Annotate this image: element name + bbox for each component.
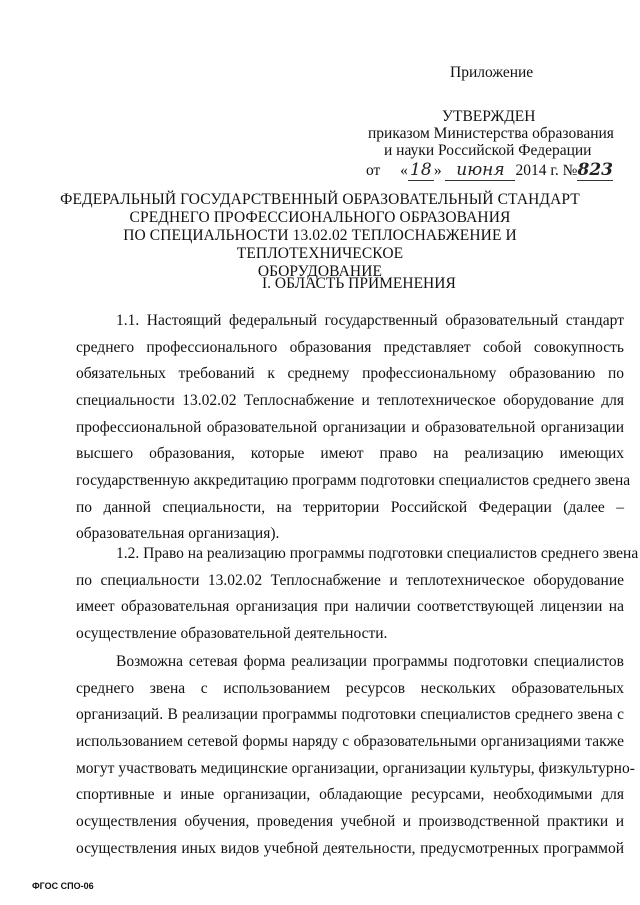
footer-code: ФГОС СПО-06 [32, 881, 94, 891]
text-line: образовательная организация). [76, 525, 280, 542]
text-line: по специальности 13.02.02 Теплоснабжение и теплотехническое оборудование [76, 572, 624, 589]
section-heading: I. ОБЛАСТЬ ПРИМЕНЕНИЯ [262, 275, 456, 292]
text-line: обязательных требований к среднему профессиональному образованию по [76, 365, 624, 382]
text-line: высшего образования, которые имеют право на реализацию имеющих [76, 445, 624, 462]
handwritten-month: июня [445, 160, 515, 181]
text-line: организаций. В реализации программы подготовки специалистов среднего звена с [76, 706, 624, 723]
text-line: по данной специальности, на территории Российской Федерации (далее – [76, 499, 624, 516]
text-line: государственную аккредитацию программ подготовки специалистов среднего звена [76, 472, 631, 489]
title-line-3: ПО СПЕЦИАЛЬНОСТИ 13.02.02 ТЕПЛОСНАБЖЕНИЕ И ТЕПЛОТЕХНИЧЕСКОЕ [123, 227, 517, 262]
handwritten-day: 18 [408, 160, 434, 181]
text-line: использованием сетевой формы наряду с образовательными организациями также [76, 733, 624, 750]
text-line: 1.2. Право на реализацию программы подготовки специалистов среднего звена [116, 545, 639, 562]
document-title [40, 191, 600, 281]
year-text: 2014 г. № [515, 162, 578, 179]
text-line: среднего профессионального образования представляет собой совокупность [76, 339, 624, 356]
text-line: спортивные и иные организации, обладающие ресурсами, необходимыми для [76, 786, 624, 803]
text-line: могут участвовать медицинские организации, организации культуры, физкультурно- [76, 760, 635, 777]
appendix-label: Приложение [450, 64, 534, 81]
text-line: Возможна сетевая форма реализации программы подготовки специалистов [116, 653, 624, 670]
text-line: осуществления обучения, проведения учебной и производственной практики и [76, 813, 624, 830]
day-open-quote: « [400, 162, 408, 179]
title-line-1: ФЕДЕРАЛЬНЫЙ ГОСУДАРСТВЕННЫЙ ОБРАЗОВАТЕЛЬНЫЙ СТАНДАРТ [60, 191, 580, 208]
handwritten-order-number: 823 [577, 160, 613, 180]
text-line: имеет образовательная организация при наличии соответствующей лицензии на [76, 598, 624, 615]
order-line-2: и науки Российской Федерации [384, 142, 592, 159]
text-line: специальности 13.02.02 Теплоснабжение и теплотехническое оборудование для [76, 392, 624, 409]
text-line: 1.1. Настоящий федеральный государственный образовательный стандарт [116, 312, 624, 329]
date-prefix: от [366, 162, 381, 179]
text-line: осуществление образовательной деятельности. [76, 625, 388, 642]
day-close-quote: » [433, 162, 442, 179]
order-date-line [366, 160, 613, 181]
order-line-1: приказом Министерства образования [368, 125, 614, 142]
title-line-4: ОБОРУДОВАНИЕ [257, 263, 383, 280]
text-line: среднего звена с использованием ресурсов нескольких образовательных [76, 680, 624, 697]
title-line-2: СРЕДНЕГО ПРОФЕССИОНАЛЬНОГО ОБРАЗОВАНИЯ [129, 209, 511, 226]
text-line: осуществления иных видов учебной деятельности, предусмотренных программой [76, 840, 624, 857]
text-line: профессиональной образовательной организации и образовательной организации [76, 419, 624, 436]
approved-label: УТВЕРЖДЕН [442, 108, 536, 125]
